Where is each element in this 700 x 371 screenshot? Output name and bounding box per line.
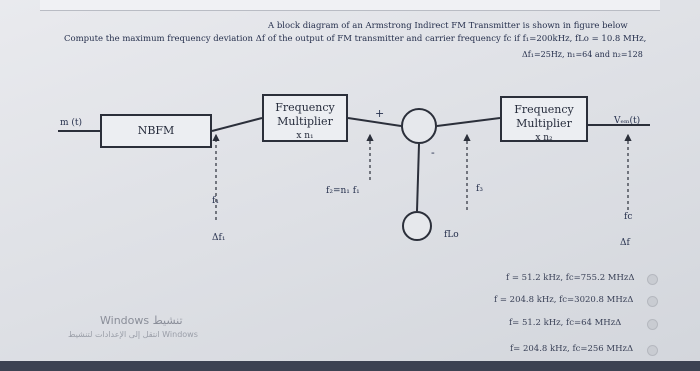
multiplier-2-factor: x n₂ [535, 133, 553, 143]
input-label: m (t) [60, 118, 83, 128]
df1-label: Δf₁ [212, 233, 226, 243]
option-1-label: f = 51.2 kHz, fc=755.2 MHzΔ [506, 273, 635, 283]
question-line-2: Compute the maximum frequency deviation Δf of the output of FM transmitter and carrier frequency fc if f₁=200kHz, fLo = 10.8 MHz, [64, 34, 647, 44]
oscillator-line [417, 144, 419, 211]
mixer-icon [401, 108, 437, 144]
flo-label: fLo [444, 230, 459, 240]
fc-label: fc [624, 212, 633, 222]
option-1-radio[interactable] [647, 274, 658, 285]
output-label: Vₑₘ(t) [614, 116, 641, 126]
multiplier-2-title: Frequency [514, 103, 574, 116]
option-3-label: f= 51.2 kHz, fc=64 MHzΔ [509, 318, 622, 328]
multiplier-2-subtitle: Multiplier [516, 117, 572, 130]
multiplier-1-factor: x n₁ [296, 131, 314, 141]
multiplier-1-title: Frequency [275, 101, 335, 114]
option-2-label: f = 204.8 kHz, fc=3020.8 MHzΔ [494, 295, 634, 305]
f3-label: f₃ [476, 184, 483, 194]
nbfm-to-multiplier-line [212, 118, 262, 131]
nbfm-block [100, 114, 212, 148]
question-line-3: Δf₁=25Hz, n₁=64 and n₂=128 [522, 50, 643, 59]
f2-label: f₂=n₁ f₁ [326, 186, 360, 196]
frequency-multiplier-2-block [500, 96, 588, 142]
option-3-radio[interactable] [647, 319, 658, 330]
option-2-radio[interactable] [647, 296, 658, 307]
activation-watermark-title: Windows تنشيط [100, 314, 183, 327]
oscillator-icon [402, 211, 432, 241]
df-label: Δf [620, 238, 630, 248]
multiplier-1-subtitle: Multiplier [277, 115, 333, 128]
option-4-radio[interactable] [647, 345, 658, 356]
taskbar [0, 361, 700, 371]
mixer-to-multiplier-line [437, 118, 500, 126]
option-4-label: f= 204.8 kHz, fc=256 MHzΔ [510, 344, 634, 354]
nbfm-label: NBFM [137, 124, 175, 137]
plus-sign: + [375, 107, 385, 120]
minus-sign: - [431, 146, 435, 159]
f1-label: f₁ [212, 196, 219, 206]
activation-watermark-subtitle: انتقل إلى الإعدادات لتنشيط Windows [68, 330, 198, 339]
frequency-multiplier-1-block [262, 94, 348, 142]
question-line-1: A block diagram of an Armstrong Indirect FM Transmitter is shown in figure below [268, 21, 628, 31]
